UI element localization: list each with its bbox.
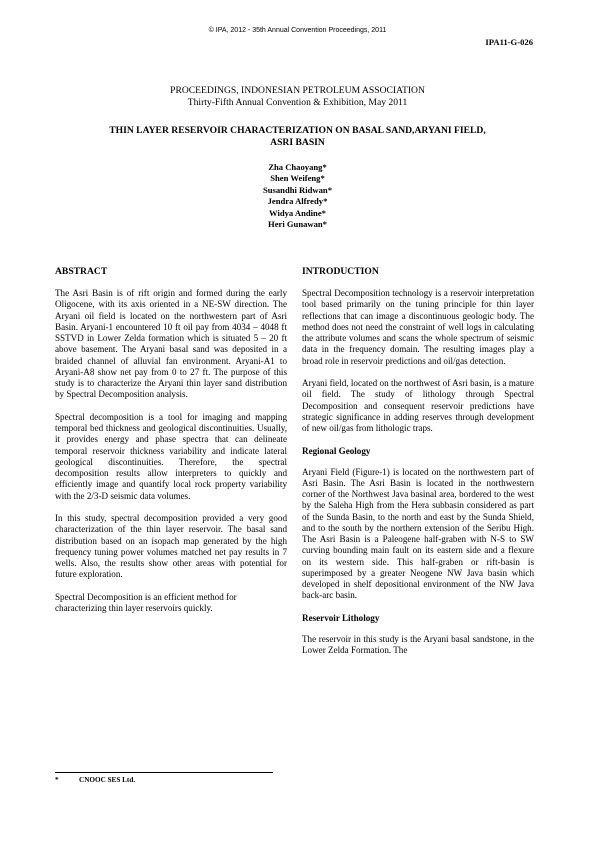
introduction-paragraph: Aryani field, located on the northwest of Asri basin, is a mature oil field. The study of lithology through Spectral Decomposition and consequent reservoir predictions have strategic significance in adding reserves through development of new oil/gas from lithologic traps. bbox=[302, 378, 534, 433]
copyright-notice: © IPA, 2012 - 35th Annual Convention Proceedings, 2011 bbox=[208, 27, 387, 34]
author: Shen Weifeng* bbox=[270, 173, 325, 184]
proceedings-line-1: PROCEEDINGS, INDONESIAN PETROLEUM ASSOCIATION bbox=[170, 85, 425, 96]
regional-geology-heading: Regional Geology bbox=[302, 445, 371, 456]
abstract-paragraph: Spectral Decomposition is an efficient method for characterizing thin layer reservoirs quickly. bbox=[55, 591, 237, 613]
footnote-text: CNOOC SES Ltd. bbox=[79, 776, 136, 784]
author: Jendra Alfredy* bbox=[267, 196, 328, 207]
abstract-paragraph: Spectral decomposition is a tool for imaging and mapping temporal bed thickness and geological discontinuities. Usually, it provides energy and phase spectra that can delineate temporal reservoir thickness variability and indicate lateral geological discontinuities. Therefore, the spectral decomposition results allow interpreters to quickly and efficiently image and quantify local rock property variability with the 2/3-D seismic data volumes. bbox=[55, 411, 287, 501]
author: Susandhi Ridwan* bbox=[262, 184, 333, 195]
author-list bbox=[0, 162, 595, 230]
proceedings-line-2: Thirty-Fifth Annual Convention & Exhibition, May 2011 bbox=[187, 96, 408, 108]
abstract-heading: ABSTRACT bbox=[55, 266, 108, 277]
title-line-1: THIN LAYER RESERVOIR CHARACTERIZATION ON BASAL SAND,ARYANI FIELD, bbox=[109, 125, 486, 136]
paper-id: IPA11-G-026 bbox=[485, 37, 533, 47]
left-column bbox=[55, 266, 287, 626]
author: Widya Andine* bbox=[269, 207, 326, 218]
proceedings-header bbox=[0, 85, 595, 109]
footnote-divider bbox=[55, 772, 273, 773]
introduction-heading: INTRODUCTION bbox=[302, 266, 379, 277]
footnote-mark: * bbox=[55, 776, 59, 784]
regional-geology-paragraph: Aryani Field (Figure-1) is located on the northwestern part of Asri Basin. The Asri Basin is located in the northwestern corner of the Northwest Java basinal area, bordered to the west by the Saleha High from the Hera subbasin considered as part of the Sunda Basin, to the north and east by the Sunda Shield, and to the south by the northern extension of the Seribu High. The Asri Basin is a Paleogene half-graben with N-S to SW curving bounding main fault on its eastern side and a flexure on its western side. This half-graben or rift-basin is superimposed by a greater Neogene NW Java basin which developed in shelf depositional environment of the NW Java back-arc basin. bbox=[302, 466, 534, 601]
author: Heri Gunawan* bbox=[268, 219, 327, 230]
right-column bbox=[302, 266, 534, 668]
paper-title bbox=[60, 125, 535, 149]
abstract-paragraph: The Asri Basin is of rift origin and formed during the early Oligocene, with its axis oriented in a NE-SW direction. The Aryani oil field is located on the northwestern part of Asri Basin. Aryani-1 encountered 10 ft oil pay from 4034 – 4048 ft SSTVD in Lower Zelda formation which is situated 5 – 20 ft above basement. The Aryani basal sand was deposited in a braided channel of alluvial fan environment. Aryani-A1 to Aryani-A8 show net pay from 0 to 27 ft. The purpose of this study is to characterize the Aryani thin layer sand distribution by Spectral Decomposition analysis. bbox=[55, 288, 287, 400]
introduction-paragraph: Spectral Decomposition technology is a reservoir interpretation tool based primarily on the tuning principle for thin layer reflections that can image a discontinuous geologic body. The method does not need the constraint of well logs in calculating the attribute volumes and scans the whole spectrum of seismic data in the frequency domain. The resulting images play a broad role in reservoir predictions and oil/gas detection. bbox=[302, 288, 534, 366]
author: Zha Chaoyang* bbox=[268, 162, 327, 172]
title-line-2: ASRI BASIN bbox=[270, 137, 325, 148]
reservoir-lithology-paragraph: The reservoir in this study is the Aryani basal sandstone, in the Lower Zelda Formation. The bbox=[302, 633, 534, 655]
reservoir-lithology-heading: Reservoir Lithology bbox=[302, 612, 380, 623]
abstract-paragraph: In this study, spectral decomposition provided a very good characterization of the thin layer reservoir. The basal sand distribution based on an isopach map generated by the high frequency tuning power volumes matched net pay results in 7 wells. Also, the results show other areas with potential for future exploration. bbox=[55, 513, 287, 580]
footnote bbox=[55, 776, 135, 784]
